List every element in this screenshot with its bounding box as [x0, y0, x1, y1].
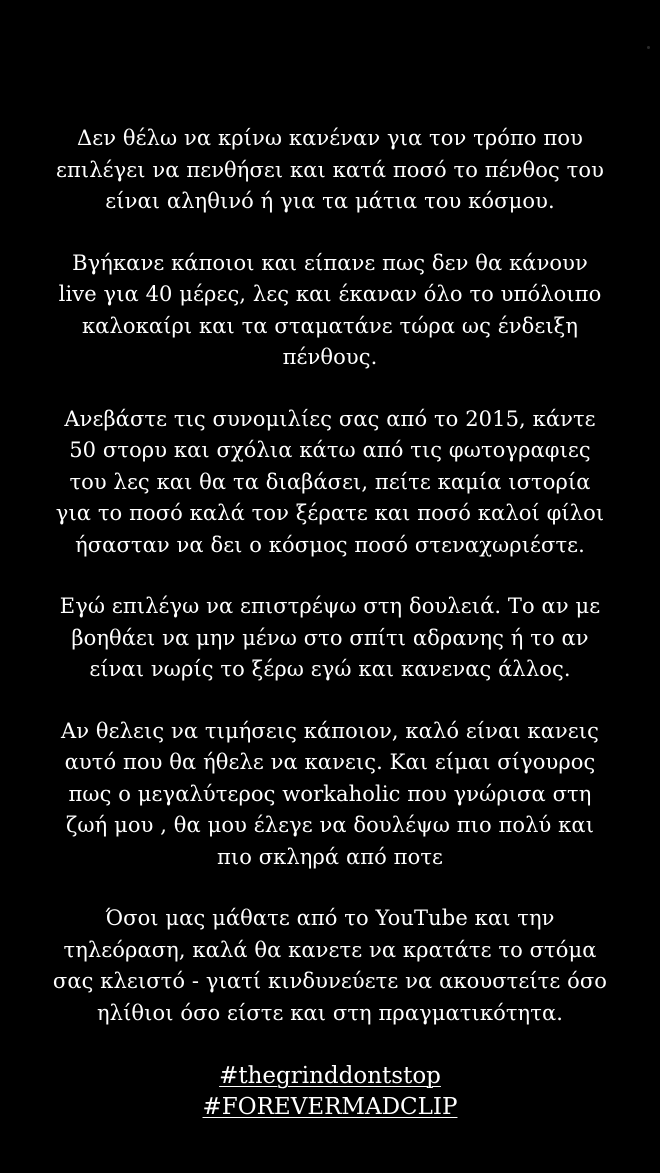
text-line: επιλέγει να πενθήσει και κατά ποσό το πένθος του — [56, 157, 604, 182]
text-line: ηλίθιοι όσο είστε και στη πραγματικότητα. — [97, 1000, 563, 1025]
story-text — [40, 123, 620, 1123]
paragraph-3 — [40, 404, 620, 562]
corner-indicator — [647, 46, 650, 49]
paragraph-2 — [40, 248, 620, 374]
hashtag-link[interactable]: #thegrinddontstop — [219, 1063, 441, 1089]
text-line: Δεν θέλω να κρίνω κανέναν για τον τρόπο που — [77, 126, 583, 150]
text-line: είναι νωρίς το ξέρω εγώ και κανενας άλλος. — [89, 657, 571, 681]
text-line: ζωή μου , θα μου έλεγε να δουλέψω πιο πολύ και — [65, 813, 595, 837]
text-line: καλοκαίρι και τα σταματάνε τώρα ως ένδειξη — [81, 313, 579, 338]
text-line: 50 στορυ και σχόλια κάτω από τις φωτογραφιες — [69, 438, 591, 462]
text-line: live για 40 μέρες, λες και έκαναν όλο το υπόλοιπο — [58, 282, 602, 306]
hashtag-link[interactable]: #FOREVERMADCLIP — [202, 1094, 458, 1120]
hashtag-block — [40, 1061, 620, 1123]
text-line: βοηθάει να μην μένω στο σπίτι αδρανης ή το αν — [71, 625, 589, 650]
text-line: για το ποσό καλά τον ξέρατε και ποσό καλοί φίλοι — [55, 501, 605, 525]
text-line: Ανεβάστε τις συνομιλίες σας από το 2015, κάντε — [64, 406, 596, 431]
text-line: τηλεόραση, καλά θα κανετε να κρατάτε το στόμα — [63, 937, 597, 962]
text-line: σας κλειστό - γιατί κινδυνεύετε να ακουστείτε όσο — [52, 969, 608, 993]
text-line: Όσοι μας μάθατε από το YouTube και την — [105, 906, 555, 930]
text-line: ήσασταν να δει ο κόσμος ποσό στεναχωριέστε. — [75, 532, 585, 557]
text-line: Εγώ επιλέγω να επιστρέψω στη δουλειά. Το αν με — [59, 594, 601, 618]
text-line: Αν θελεις να τιμήσεις κάποιον, καλό είναι κανεις — [61, 718, 599, 743]
text-line: πένθους. — [282, 345, 378, 369]
paragraph-1 — [40, 123, 620, 218]
text-line: είναι αληθινό ή για τα μάτια του κόσμου. — [105, 189, 555, 213]
paragraph-5 — [40, 716, 620, 874]
text-line: του λες και θα τα διαβάσει, πείτε καμία ιστορία — [69, 469, 591, 494]
text-line: αυτό που θα ήθελε να κανεις. Και είμαι σίγουρος — [64, 750, 596, 774]
paragraph-4 — [40, 591, 620, 686]
text-line: πιο σκληρά από ποτε — [216, 844, 444, 869]
paragraph-6 — [40, 903, 620, 1029]
text-line: πως ο μεγαλύτερος workaholic που γνώρισα στη — [68, 781, 592, 806]
text-line: Βγήκανε κάποιοι και είπανε πως δεν θα κάνουν — [72, 250, 588, 275]
